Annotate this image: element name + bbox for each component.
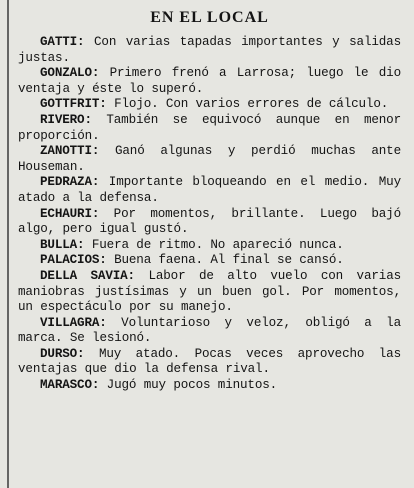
player-comment: Fuera de ritmo. No apareció nunca. <box>84 237 344 252</box>
player-comment: Flojo. Con varios errores de cálculo. <box>106 97 389 112</box>
player-name: GOTTFRIT: <box>40 97 107 112</box>
player-rating-echauri <box>18 207 401 238</box>
player-name: ZANOTTI: <box>40 144 100 159</box>
player-rating-gatti <box>18 35 401 66</box>
player-rating-zanotti <box>18 144 401 175</box>
player-name: DURSO: <box>40 346 85 361</box>
player-name: DELLA SAVIA: <box>40 268 135 283</box>
player-name: PALACIOS: <box>40 253 107 268</box>
cut-off-next-heading <box>40 482 340 488</box>
article-heading: EN EL LOCAL <box>150 9 269 26</box>
player-rating-bulla <box>18 238 401 254</box>
player-rating-palacios <box>18 253 401 269</box>
player-rating-marasco <box>18 378 401 394</box>
player-comment: Jugó muy pocos minutos. <box>99 378 278 393</box>
player-comment: Labor de alto vuelo con varias maniobras justísimas y un buen gol. Por momentos, un espectáculo por su manejo. <box>18 268 402 315</box>
player-comment: Importante bloqueando en el medio. Muy atado a la defensa. <box>18 175 401 205</box>
player-comment: Con varias tapadas importantes y salidas justas. <box>18 35 401 65</box>
player-name: VILLAGRA: <box>40 315 107 330</box>
player-rating-durso <box>18 347 401 378</box>
player-name: RIVERO: <box>40 112 92 127</box>
player-rating-villagra <box>18 316 401 347</box>
player-comment: Ganó algunas y perdió muchas ante Houseman. <box>18 144 401 174</box>
player-comment: Muy atado. Pocas veces aprovecho las ventajas que dio la defensa rival. <box>18 346 401 377</box>
column-rule <box>7 0 9 488</box>
player-rating-della-savia <box>18 269 401 316</box>
player-name: GATTI: <box>40 35 85 49</box>
player-rating-gottfrit <box>18 97 401 113</box>
player-rating-pedraza <box>18 175 401 206</box>
player-comment: Por momentos, brillante. Luego bajó algo, pero igual gustó. <box>18 206 401 237</box>
player-comment: Buena faena. Al final se cansó. <box>106 253 344 268</box>
player-comment: Voluntarioso y veloz, obligó a la marca. Se lesionó. <box>18 315 401 346</box>
player-comment: Primero frenó a Larrosa; luego le dio ventaja y éste lo superó. <box>18 66 401 96</box>
player-rating-rivero <box>18 113 401 144</box>
player-name: MARASCO: <box>40 378 100 393</box>
player-rating-gonzalo <box>18 66 401 97</box>
article-body <box>18 7 401 394</box>
player-name: PEDRAZA: <box>40 175 100 190</box>
player-name: ECHAURI: <box>40 206 100 221</box>
player-name: GONZALO: <box>40 66 100 81</box>
player-comment: También se equivocó aunque en menor proporción. <box>18 112 401 143</box>
player-name: BULLA: <box>40 237 85 252</box>
